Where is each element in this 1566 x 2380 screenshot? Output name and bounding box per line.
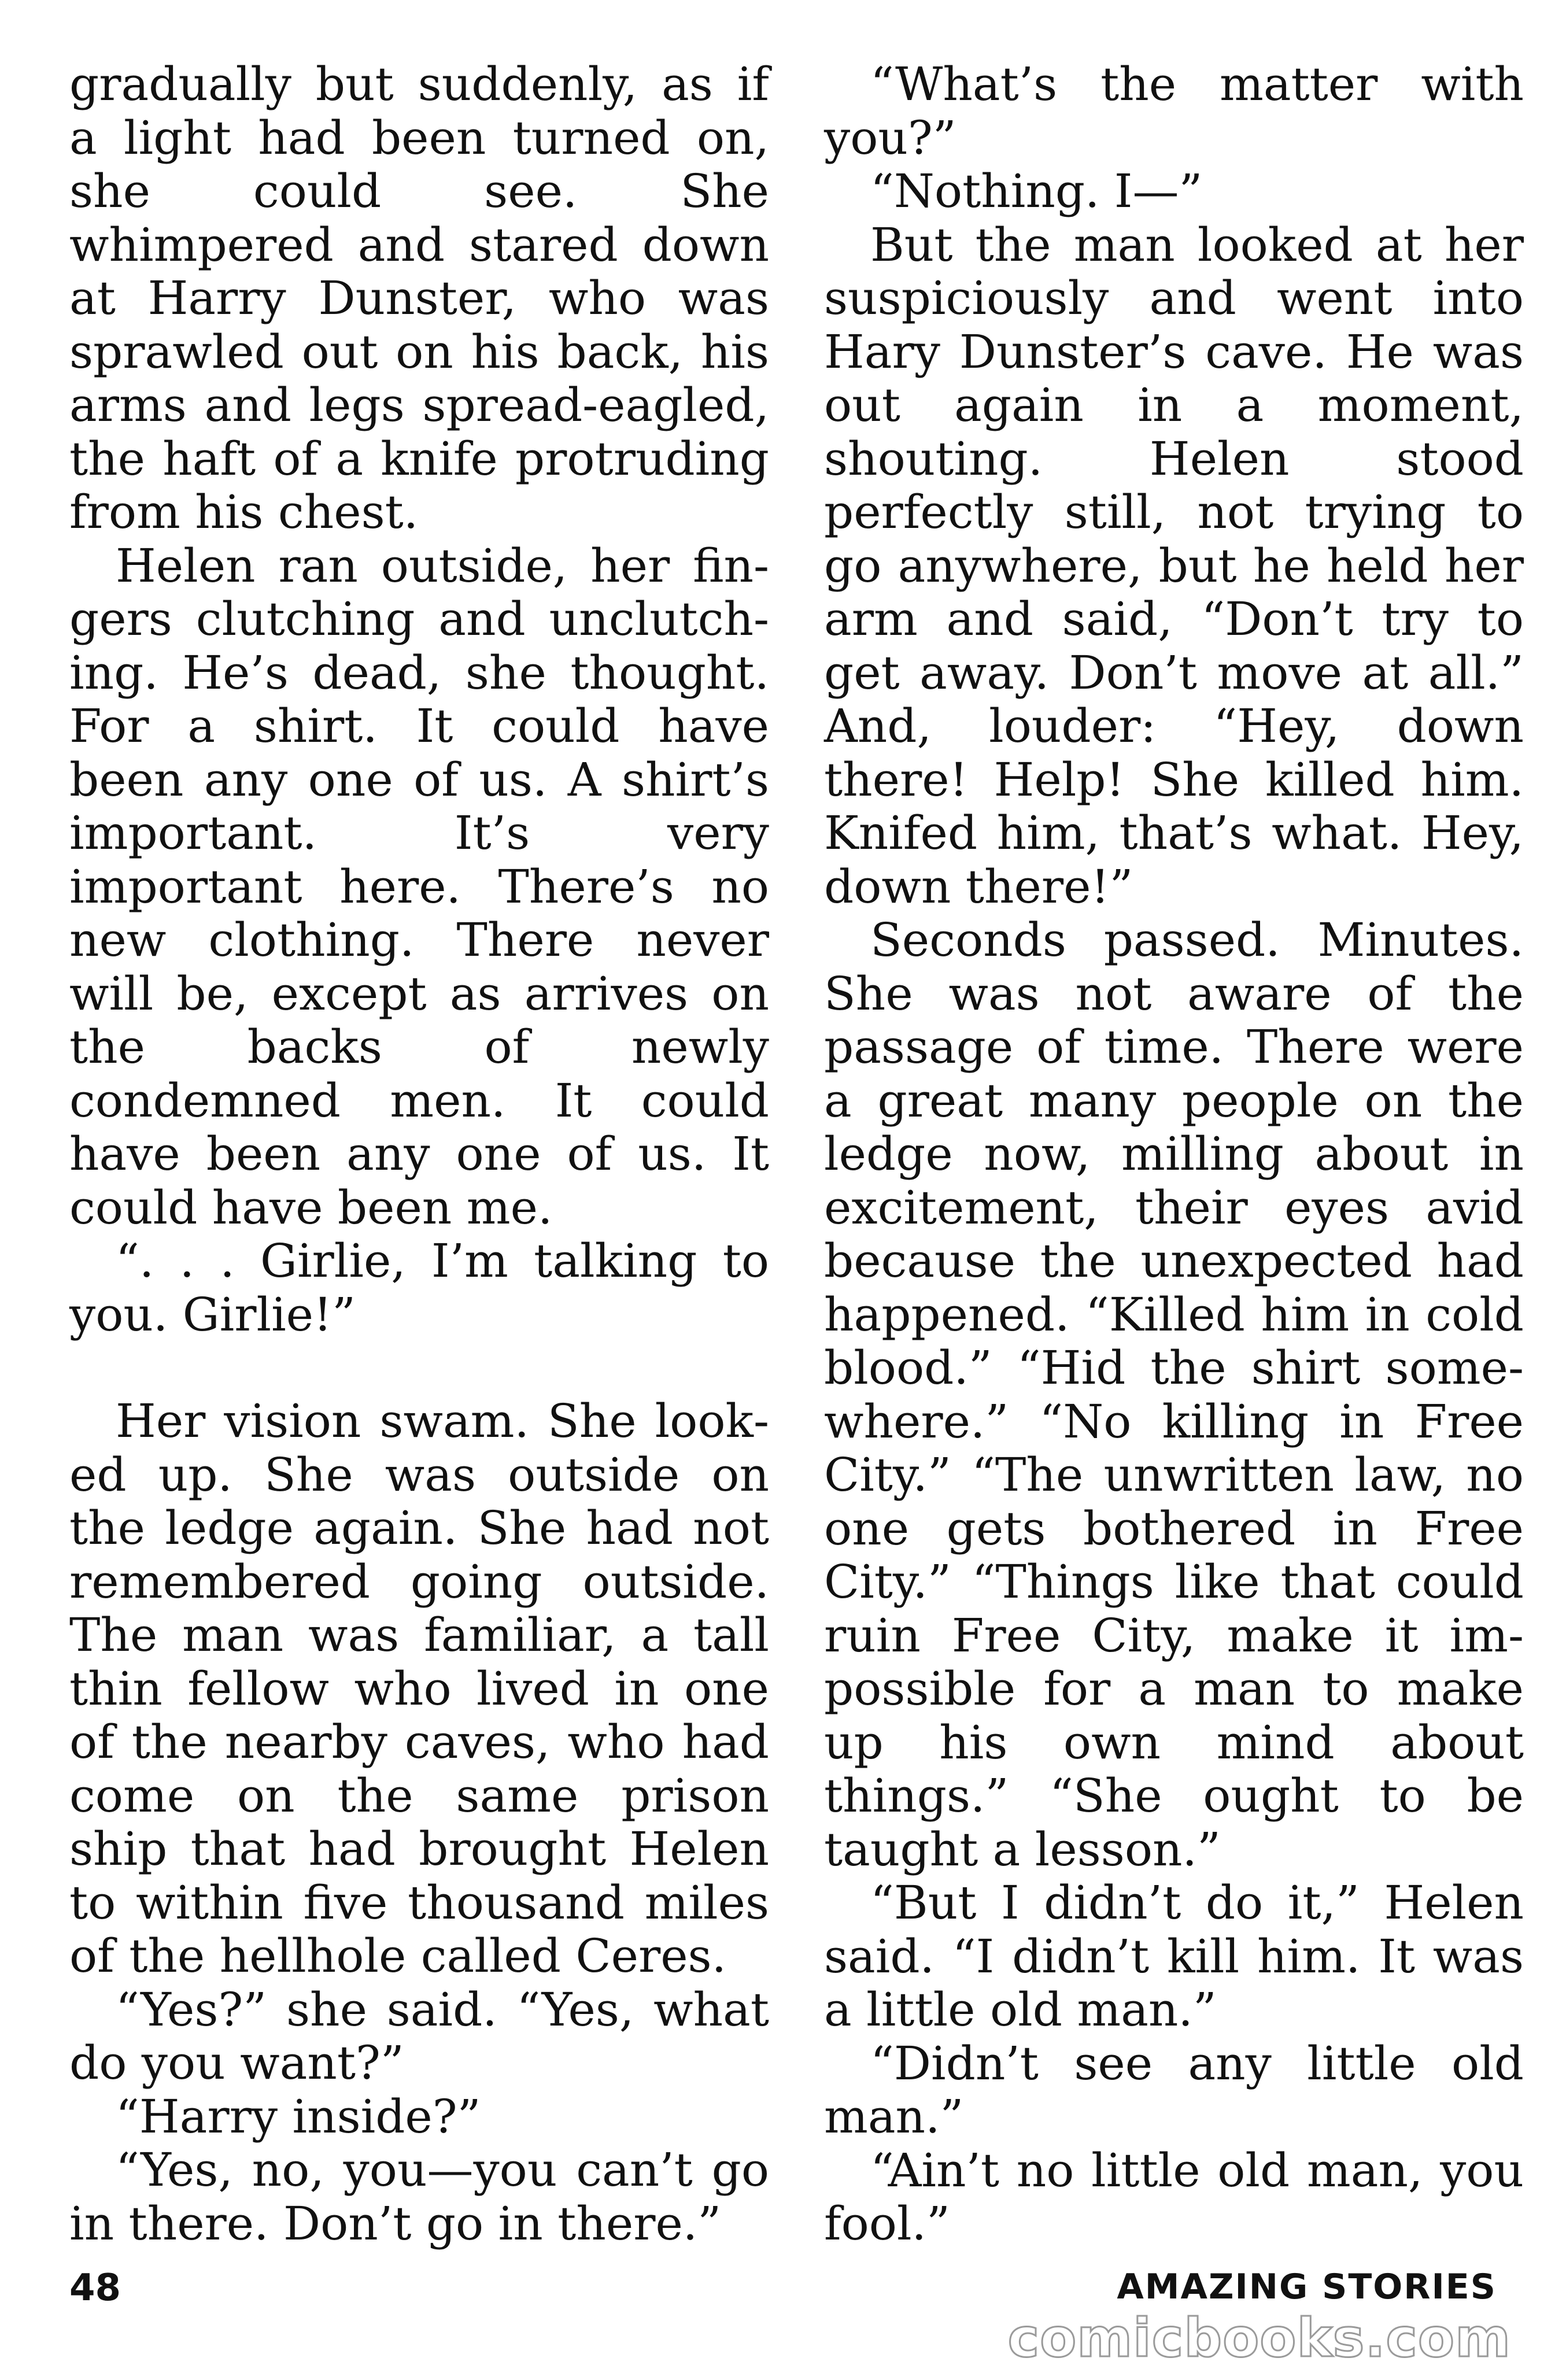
paragraph: “Ain’t no little old man, you fool.” [824, 2143, 1524, 2250]
paragraph: But the man looked at her suspiciously and went into Hary Dunster’s cave. He was out again in a moment, shouting. Helen stood perfectly still, not trying to go anywhere, but he held her arm and said, “Don’t try to get away. Don’t move at all.” And, louder: “Hey, down there! Help! She killed him. Knifed him, that’s what. Hey, down there!” [824, 217, 1524, 914]
left-column [69, 58, 769, 2250]
paragraph: “But I didn’t do it,” Helen said. “I didn’t kill him. It was a little old man.” [824, 1876, 1524, 2037]
paragraph: “Nothing. I—” [870, 164, 1203, 218]
right-column [824, 58, 1524, 2251]
watermark: comicbooks.com [1007, 2307, 1511, 2369]
paragraph: “. . . Girlie, I’m talking to you. Girlie!” [69, 1234, 769, 1341]
paragraph: Helen ran outside, her fingers clutching and unclutching. He’s dead, she thought. For a shirt. It could have been any one of us. A shirt’s important. It’s very important here. There’s no new clothing. There never will be, except as arrives on the backs of newly condemned men. It could have been any one of us. It could have been me. [69, 538, 769, 1235]
page-number: 48 [69, 2267, 121, 2309]
paragraph: “What’s the matter with you?” [824, 57, 1524, 165]
running-footer-title: AMAZING STORIES [1117, 2267, 1497, 2307]
paragraph: “Yes?” she said. “Yes, what do you want?” [69, 1982, 769, 2090]
paragraph: Seconds passed. Minutes. She was not aware of the passage of time. There were a great many people on the ledge now, milling about in excitement, their eyes avid because the unexpected had happened. “Killed him in cold blood.” “Hid the shirt somewhere.” “No killing in Free City.” “The unwritten law, no one gets bothered in Free City.” “Things like that could ruin Free City, make it impossible for a man to make up his own mind about things.” “She ought to be taught a lesson.” [824, 913, 1524, 1876]
paragraph: “Yes, no, you—you can’t go in there. Don’t go in there.” [69, 2143, 769, 2250]
paragraph: “Didn’t see any little old man.” [824, 2036, 1524, 2144]
paragraph: Her vision swam. She looked up. She was outside on the ledge again. She had not remembered going outside. The man was familiar, a tall thin fellow who lived in one of the nearby caves, who had come on the same prison ship that had brought Helen to within five thousand miles of the hellhole called Ceres. [69, 1394, 769, 1983]
paragraph: “Harry inside?” [116, 2089, 481, 2144]
paragraph: gradually but suddenly, as if a light had been turned on, she could see. She whimpered and stared down at Harry Dunster, who was sprawled out on his back, his arms and legs spread-eagled, the haft of a knife protruding from his chest. [69, 57, 769, 539]
